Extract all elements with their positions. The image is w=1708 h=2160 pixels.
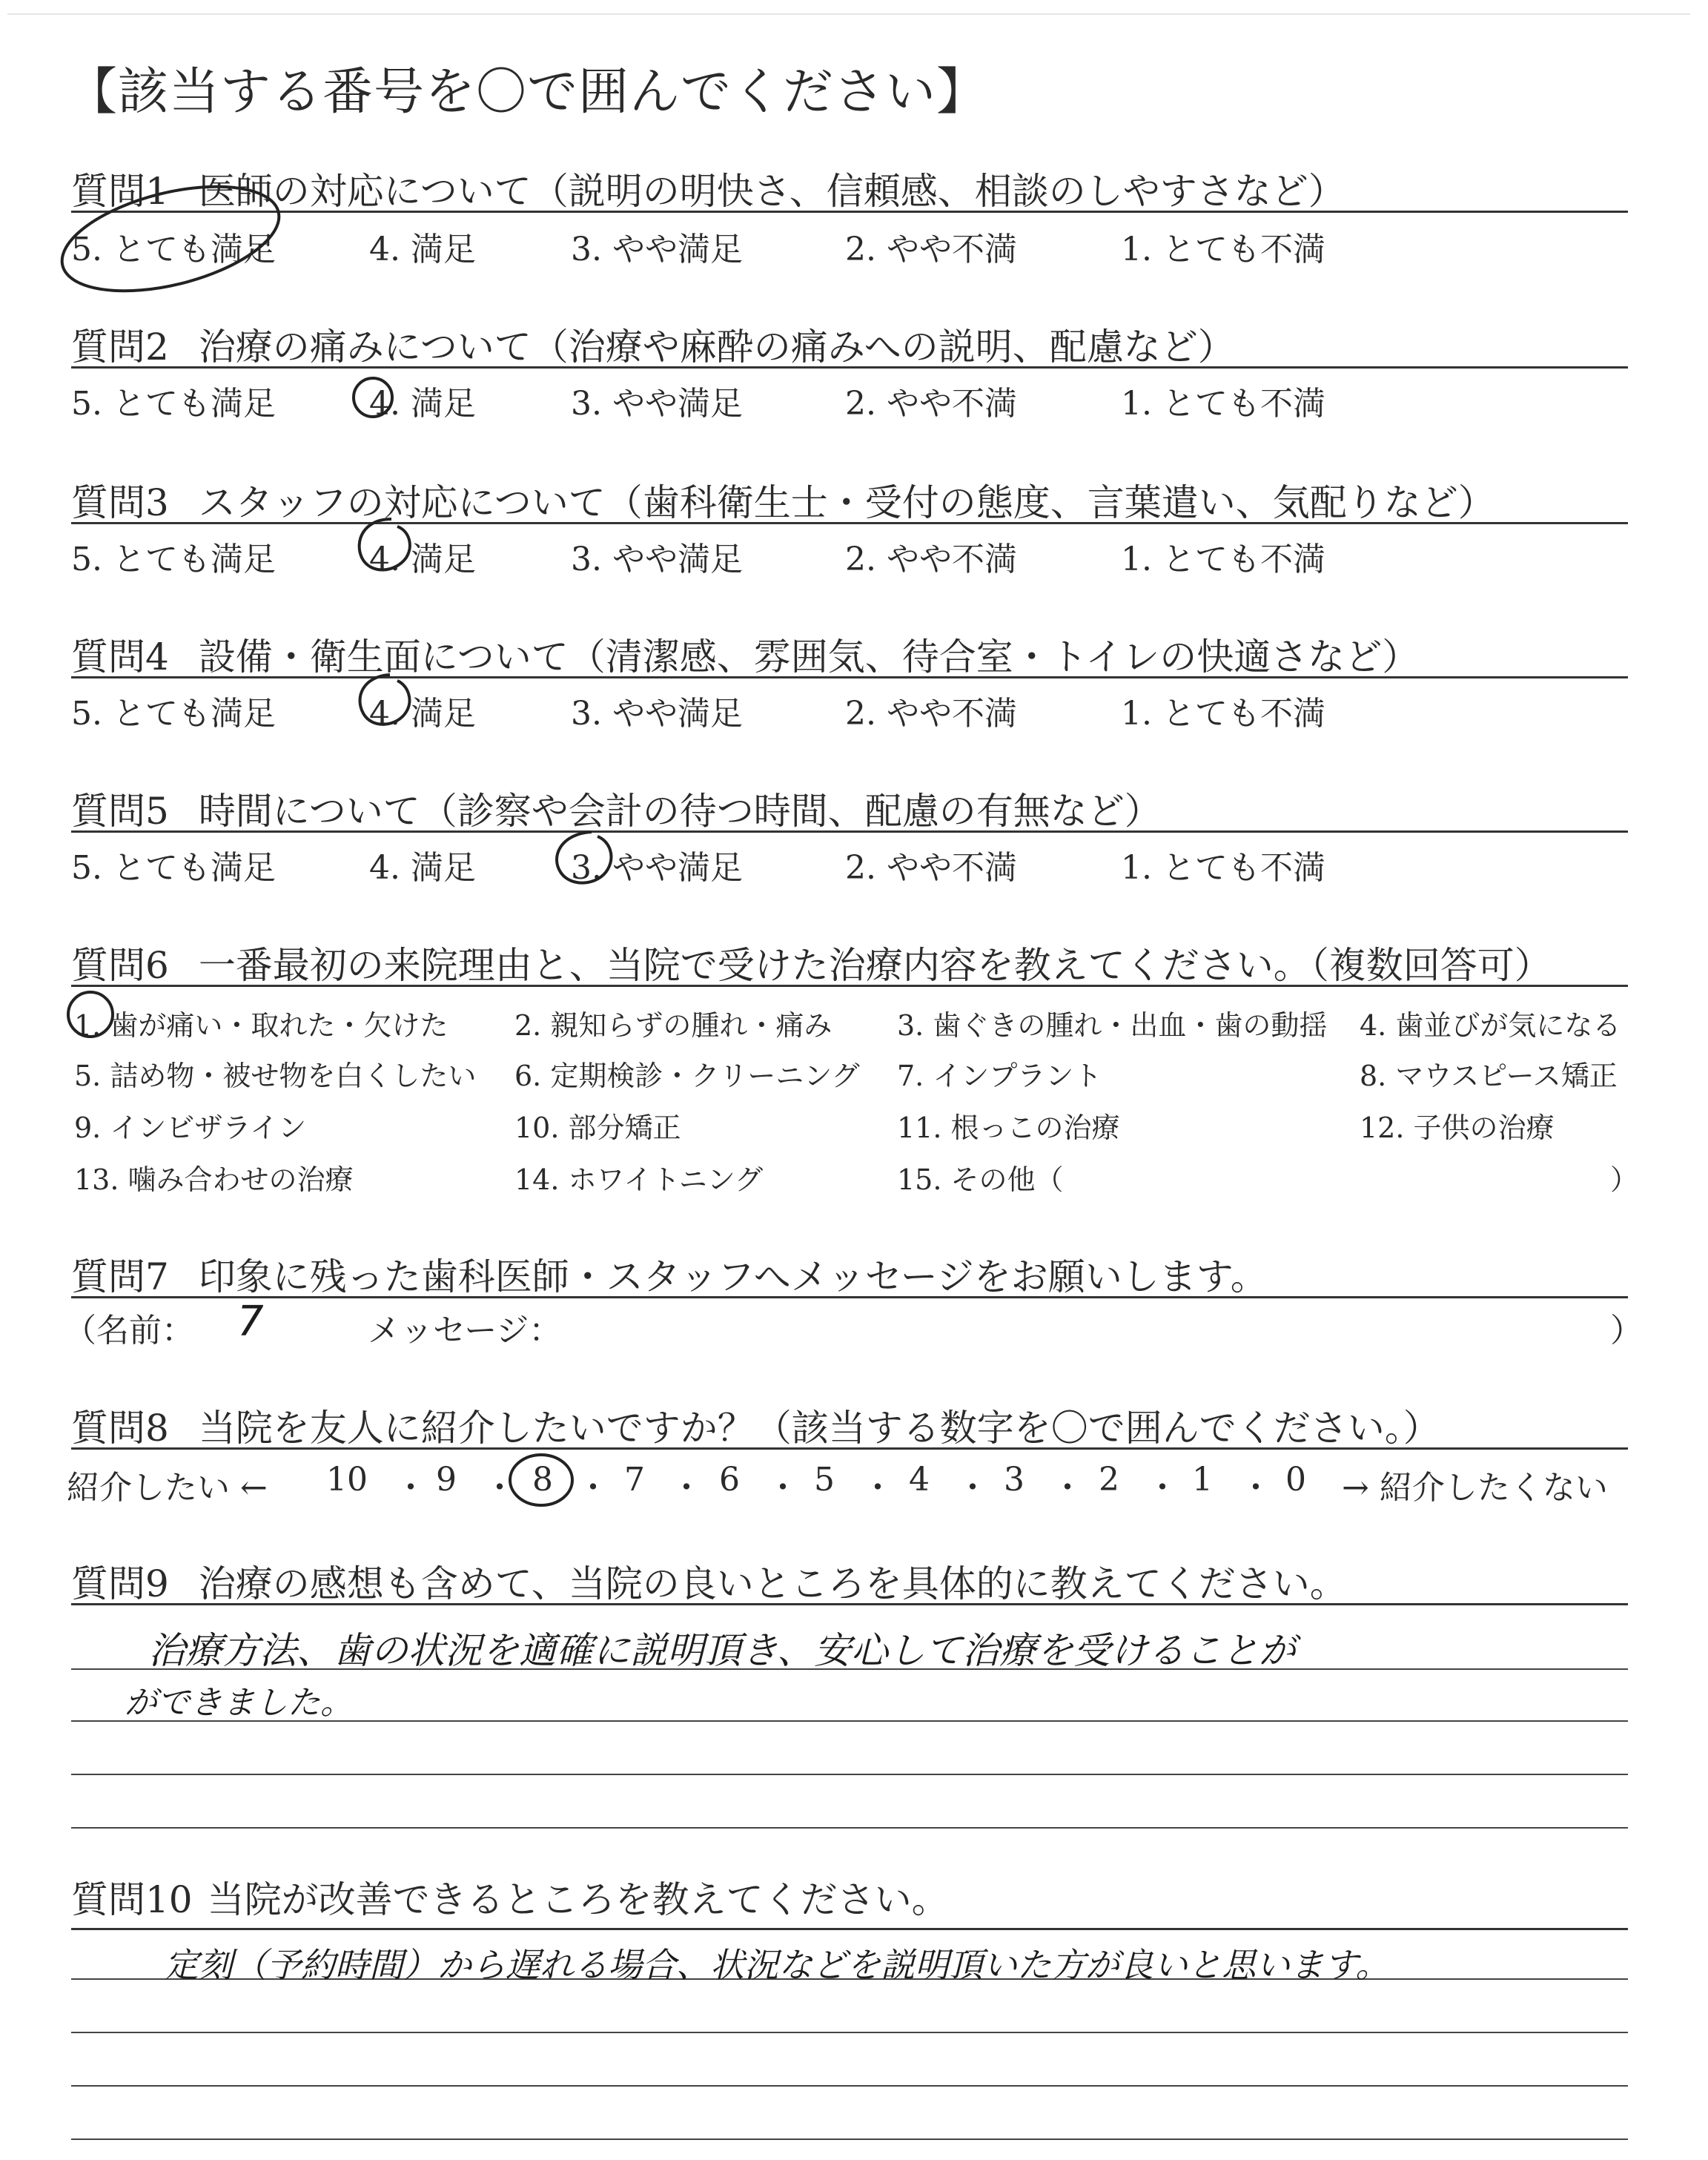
q3-option-3[interactable]: 3. やや満足 — [571, 541, 743, 578]
q5-option-5[interactable]: 5. とても満足 — [71, 849, 276, 887]
q8-scale-7[interactable]: 7 — [624, 1461, 645, 1499]
q2-option-1[interactable]: 1. とても不満 — [1121, 385, 1325, 423]
q3-option-4[interactable]: 4. 満足 — [369, 541, 476, 578]
question-6-text: 一番最初の来院理由と、当院で受けた治療内容を教えてください。（複数回答可） — [198, 944, 1552, 987]
q2-option-5[interactable]: 5. とても満足 — [71, 385, 276, 423]
question-5-label: 質問5 — [71, 790, 169, 833]
q6-option-14[interactable]: 14. ホワイトニング — [514, 1163, 764, 1196]
q7-name-label: （名前： — [64, 1312, 194, 1350]
q6-option-9[interactable]: 9. インビザライン — [74, 1112, 307, 1144]
question-3-text: スタッフの対応について（歯科衛生士・受付の態度、言葉遣い、気配りなど） — [198, 481, 1495, 524]
q7-message-label: メッセージ： — [368, 1312, 562, 1350]
q3-option-2[interactable]: 2. やや不満 — [845, 541, 1017, 578]
q8-sep: ・ — [1146, 1469, 1179, 1507]
q8-sep: ・ — [394, 1469, 427, 1507]
question-4-text: 設備・衛生面について（清潔感、雰囲気、待合室・トイレの快適さなど） — [198, 635, 1420, 678]
q8-scale-5[interactable]: 5 — [814, 1461, 835, 1499]
q1-selection-circle — [51, 168, 289, 311]
q8-sep: ・ — [1239, 1469, 1272, 1507]
q8-sep: ・ — [483, 1469, 516, 1507]
q4-option-2[interactable]: 2. やや不満 — [845, 695, 1017, 733]
q6-option-12[interactable]: 12. 子供の治療 — [1360, 1112, 1555, 1144]
q7-name-value[interactable]: 7 — [237, 1298, 264, 1346]
q2-option-2[interactable]: 2. やや不満 — [845, 385, 1017, 423]
q8-scale-9[interactable]: 9 — [436, 1461, 457, 1499]
question-5-text: 時間について（診察や会計の待つ時間、配慮の有無など） — [198, 790, 1162, 833]
question-4-label: 質問4 — [71, 635, 169, 678]
q2-selection-circle — [354, 378, 392, 417]
q5-option-4[interactable]: 4. 満足 — [369, 849, 476, 887]
q6-option-4[interactable]: 4. 歯並びが気になる — [1360, 1009, 1621, 1042]
q10-answer-line-1[interactable]: 定刻（予約時間）から遅れる場合、状況などを説明頂いた方が良いと思います。 — [165, 1945, 1390, 1985]
question-1-text: 医師の対応について（説明の明快さ、信頼感、相談のしやすさなど） — [198, 170, 1345, 213]
q8-sep: ・ — [956, 1469, 989, 1507]
q8-scale-0[interactable]: 0 — [1285, 1461, 1306, 1499]
question-10-label: 質問10 — [71, 1878, 193, 1921]
q8-sep: ・ — [577, 1469, 609, 1507]
q1-option-5[interactable]: 5. とても満足 — [71, 231, 276, 268]
q9-answer-line-2[interactable]: ができました。 — [125, 1684, 353, 1722]
q8-scale-2[interactable]: 2 — [1099, 1461, 1119, 1499]
q8-scale-1[interactable]: 1 — [1192, 1461, 1213, 1499]
q5-selection-circle — [557, 832, 611, 883]
q8-scale-4[interactable]: 4 — [909, 1461, 930, 1499]
q6-option-1[interactable]: 1. 歯が痛い・取れた・欠けた — [74, 1009, 448, 1042]
page-title: 【該当する番号を〇で囲んでください】 — [67, 63, 988, 122]
q4-option-4[interactable]: 4. 満足 — [369, 695, 476, 733]
q2-option-4[interactable]: 4. 満足 — [369, 385, 476, 423]
q8-scale-3[interactable]: 3 — [1004, 1461, 1025, 1499]
q4-option-5[interactable]: 5. とても満足 — [71, 695, 276, 733]
question-8-text: 当院を友人に紹介したいですか？（該当する数字を〇で囲んでください。） — [198, 1407, 1440, 1450]
q1-option-1[interactable]: 1. とても不満 — [1121, 231, 1325, 268]
q3-option-1[interactable]: 1. とても不満 — [1121, 541, 1325, 578]
q8-right-label: → 紹介したくない — [1342, 1469, 1608, 1507]
q8-selection-circle — [510, 1455, 572, 1505]
q5-option-1[interactable]: 1. とても不満 — [1121, 849, 1325, 887]
q4-option-3[interactable]: 3. やや満足 — [571, 695, 743, 733]
q8-sep: ・ — [767, 1469, 799, 1507]
question-9-text: 治療の感想も含めて、当院の良いところを具体的に教えてください。 — [198, 1562, 1347, 1605]
q6-option-5[interactable]: 5. 詰め物・被せ物を白くしたい — [74, 1060, 477, 1092]
q6-option-15[interactable]: 15. その他（ — [897, 1163, 1064, 1196]
q8-scale-6[interactable]: 6 — [719, 1461, 740, 1499]
q2-option-3[interactable]: 3. やや満足 — [571, 385, 743, 423]
q9-answer-line-1[interactable]: 治療方法、歯の状況を適確に説明頂き、安心して治療を受けることが — [148, 1629, 1296, 1672]
q6-option-11[interactable]: 11. 根っこの治療 — [897, 1112, 1120, 1144]
q3-option-5[interactable]: 5. とても満足 — [71, 541, 276, 578]
question-1-label: 質問1 — [71, 170, 169, 213]
q8-sep: ・ — [861, 1469, 894, 1507]
q6-selection-circle — [68, 992, 113, 1037]
q6-option-2[interactable]: 2. 親知らずの腫れ・痛み — [514, 1009, 833, 1042]
q8-sep: ・ — [1051, 1469, 1084, 1507]
q8-sep: ・ — [670, 1469, 703, 1507]
q6-option-6[interactable]: 6. 定期検診・クリーニング — [514, 1060, 860, 1092]
q7-close-paren: ） — [1610, 1312, 1643, 1350]
question-9-label: 質問9 — [71, 1562, 169, 1605]
question-10-text: 当院が改善できるところを教えてください。 — [207, 1878, 949, 1921]
question-2-text: 治療の痛みについて（治療や麻酔の痛みへの説明、配慮など） — [198, 326, 1235, 369]
q6-option-8[interactable]: 8. マウスピース矯正 — [1360, 1060, 1618, 1092]
q6-other-close-paren: ） — [1610, 1163, 1639, 1196]
q1-option-2[interactable]: 2. やや不満 — [845, 231, 1017, 268]
question-7-label: 質問7 — [71, 1255, 169, 1298]
question-3-label: 質問3 — [71, 481, 169, 524]
q5-option-3[interactable]: 3. やや満足 — [571, 849, 743, 887]
q8-left-label: 紹介したい ← — [67, 1469, 268, 1507]
q1-option-4[interactable]: 4. 満足 — [369, 231, 476, 268]
q6-option-7[interactable]: 7. インプラント — [897, 1060, 1102, 1092]
q8-scale-10[interactable]: 10 — [326, 1461, 368, 1499]
question-7-text: 印象に残った歯科医師・スタッフへメッセージをお願いします。 — [198, 1255, 1268, 1298]
q6-option-13[interactable]: 13. 噛み合わせの治療 — [74, 1163, 354, 1196]
question-6-label: 質問6 — [71, 944, 169, 987]
q1-option-3[interactable]: 3. やや満足 — [571, 231, 743, 268]
q3-selection-circle — [360, 519, 410, 570]
q5-option-2[interactable]: 2. やや不満 — [845, 849, 1017, 887]
q4-selection-circle — [360, 675, 410, 724]
q6-option-10[interactable]: 10. 部分矯正 — [514, 1112, 681, 1144]
q6-option-3[interactable]: 3. 歯ぐきの腫れ・出血・歯の動揺 — [897, 1009, 1328, 1042]
q8-scale-8[interactable]: 8 — [532, 1461, 553, 1499]
question-8-label: 質問8 — [71, 1407, 169, 1450]
q4-option-1[interactable]: 1. とても不満 — [1121, 695, 1325, 733]
question-2-label: 質問2 — [71, 326, 169, 369]
